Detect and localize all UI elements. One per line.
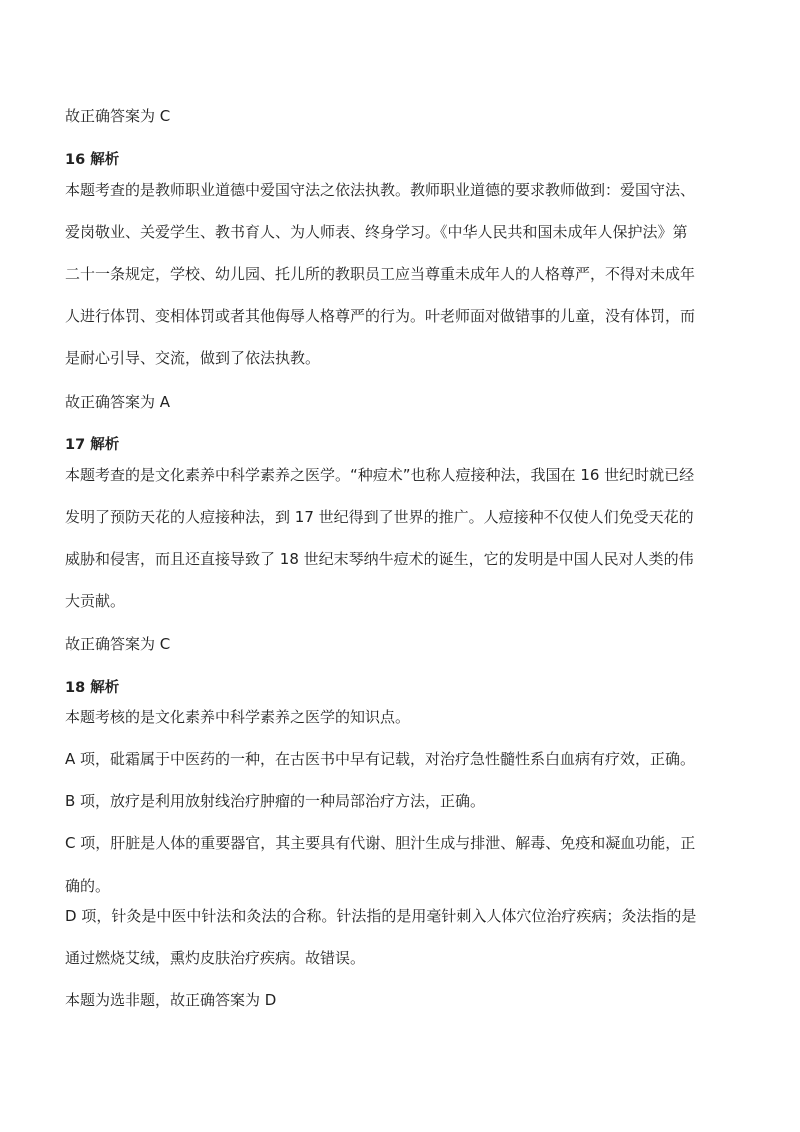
paragraph-line: 威胁和侵害，而且还直接导致了 18 世纪末琴纳牛痘术的诞生，它的发明是中国人民对人类的伟 <box>65 550 694 568</box>
paragraph-line: 爱岗敬业、关爱学生、教书育人、为人师表、终身学习。《中华人民共和国未成年人保护法》第 <box>65 223 688 241</box>
section-heading-16: 16 解析 <box>65 152 120 168</box>
paragraph-line: 本题考查的是教师职业道德中爱国守法之依法执教。教师职业道德的要求教师做到：爱国守法、 <box>65 181 696 199</box>
answer-line: 故正确答案为 C <box>65 107 171 125</box>
paragraph-line: 发明了预防天花的人痘接种法，到 17 世纪得到了世界的推广。人痘接种不仅使人们免受天花的 <box>65 508 694 526</box>
paragraph-line: 通过燃烧艾绒，熏灼皮肤治疗疾病。故错误。 <box>65 949 366 967</box>
answer-line: 故正确答案为 C <box>65 635 171 653</box>
option-b-line: B 项，放疗是利用放射线治疗肿瘤的一种局部治疗方法，正确。 <box>65 792 486 810</box>
paragraph-line: 是耐心引导、交流，做到了依法执教。 <box>65 349 321 367</box>
paragraph-line: 本题考查的是文化素养中科学素养之医学。“种痘术”也称人痘接种法，我国在 16 世纪时就已经 <box>65 466 695 484</box>
option-d-line: D 项，针灸是中医中针法和灸法的合称。针法指的是用毫针刺入人体穴位治疗疾病；灸法指的是 <box>65 907 697 925</box>
option-c-line: C 项，肝脏是人体的重要器官，其主要具有代谢、胆汁生成与排泄、解毒、免疫和凝血功能，正 <box>65 834 696 852</box>
section-heading-18: 18 解析 <box>65 680 120 696</box>
paragraph-line: 二十一条规定，学校、幼儿园、托儿所的教职员工应当尊重未成年人的人格尊严，不得对未成年 <box>65 265 696 283</box>
answer-line: 故正确答案为 A <box>65 393 171 411</box>
section-heading-17: 17 解析 <box>65 437 120 453</box>
paragraph-line: 确的。 <box>65 877 111 895</box>
paragraph-line: 本题考核的是文化素养中科学素养之医学的知识点。 <box>65 708 411 726</box>
paragraph-line: 大贡献。 <box>65 592 126 610</box>
paragraph-line: 人进行体罚、变相体罚或者其他侮辱人格尊严的行为。叶老师面对做错事的儿童，没有体罚，而 <box>65 307 696 325</box>
answer-line: 本题为选非题，故正确答案为 D <box>65 991 277 1009</box>
option-a-line: A 项，砒霜属于中医药的一种，在古医书中早有记载，对治疗急性髓性系白血病有疗效，正确。 <box>65 750 696 768</box>
